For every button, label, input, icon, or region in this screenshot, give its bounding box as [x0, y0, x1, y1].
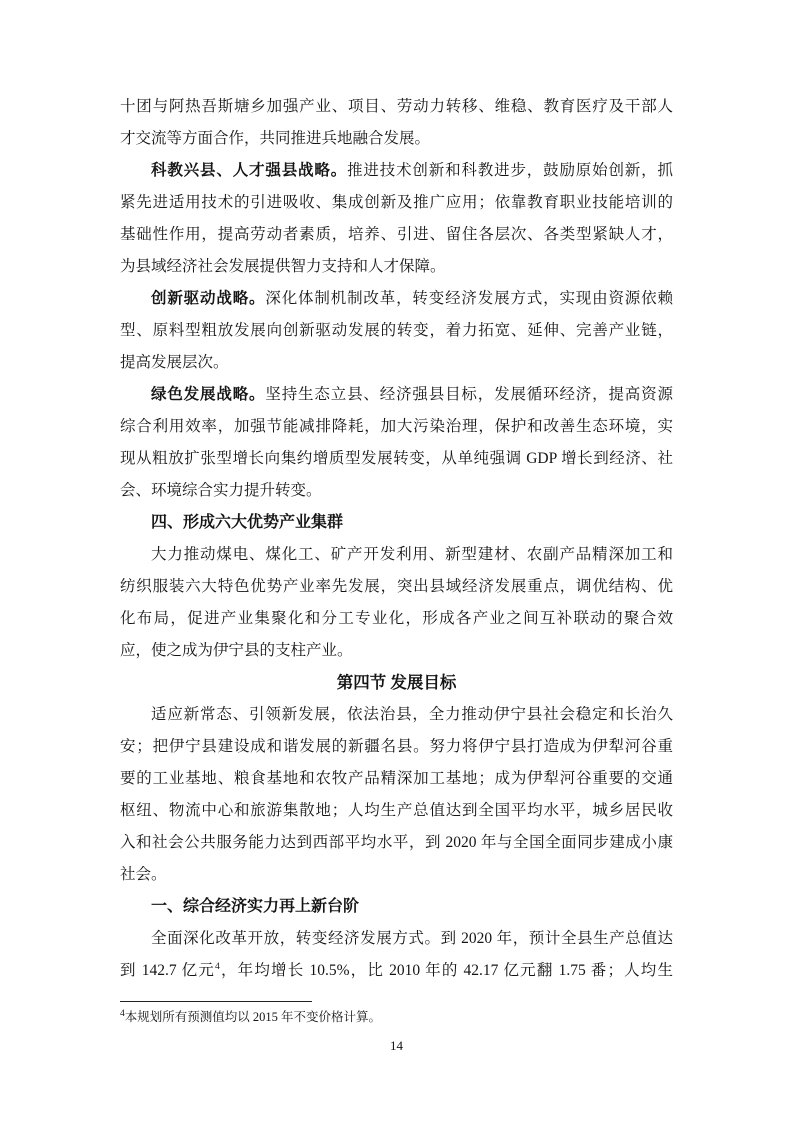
text-line: 十团与阿热吾斯塘乡加强产业、项目、劳动力转移、维稳、教育医疗及干部人	[120, 98, 673, 115]
text-line: 应，使之成为伊宁县的支柱产业。	[120, 642, 353, 659]
text-line: 化布局，促进产业集聚化和分工专业化，形成各产业之间互补联动的聚合效	[120, 610, 673, 627]
text-line: 大力推动煤电、煤化工、矿产开发利用、新型建材、农副产品精深加工和	[151, 546, 673, 563]
text-line: 纺织服装六大特色优势产业率先发展，突出县域经济发展重点，调优结构、优	[120, 578, 673, 595]
text-line: 型、原料型粗放发展向创新驱动发展的转变，着力拓宽、延伸、完善产业链，	[120, 322, 673, 339]
page-number: 14	[390, 1038, 403, 1053]
text-line: 科教兴县、人才强县战略。推进技术创新和科教进步，鼓励原始创新，抓	[151, 162, 673, 179]
text-line: 现从粗放扩张型增长向集约增质型发展转变，从单纯强调 GDP 增长到经济、社	[120, 450, 673, 467]
text-line: 绿色发展战略。坚持生态立县、经济强县目标，发展循环经济，提高资源	[151, 386, 673, 403]
text-line: 紧先进适用技术的引进吸收、集成创新及推广应用；依靠教育职业技能培训的	[120, 194, 673, 211]
footnote-separator	[120, 1001, 312, 1002]
footnote	[120, 1007, 673, 1027]
text-line: 要的工业基地、粮食基地和农牧产品精深加工基地；成为伊犁河谷重要的交通	[120, 770, 673, 787]
text-line: 入和社会公共服务能力达到西部平均水平，到 2020 年与全国全面同步建成小康	[120, 834, 673, 851]
text-line: 社会。	[120, 866, 167, 883]
text-line: 基础性作用，提高劳动者素质，培养、引进、留住各层次、各类型紧缺人才，	[120, 226, 673, 243]
text-line: 到 142.7 亿元$^4$，年均增长 10.5%，比 2010 年的 42.17 亿元翻 1.75 番；人均生	[120, 961, 673, 979]
text-line: 全面深化改革开放，转变经济发展方式。到 2020 年，预计全县生产总值达	[151, 930, 673, 947]
text-line: 枢纽、物流中心和旅游集散地；人均生产总值达到全国平均水平，城乡居民收	[120, 802, 673, 819]
text-line: 创新驱动战略。深化体制机制改革，转变经济发展方式，实现由资源依赖	[151, 290, 673, 307]
document-body	[120, 91, 673, 987]
heading-comprehensive-economic-strength: 一、综合经济实力再上新台阶	[151, 898, 360, 915]
heading-section4-development-goals: 第四节 发展目标	[336, 673, 457, 692]
text-line: 综合利用效率，加强节能减排降耗，加大污染治理，保护和改善生态环境，实	[120, 418, 673, 435]
text-line: 为县域经济社会发展提供智力支持和人才保障。	[120, 258, 446, 275]
text-line: 会、环境综合实力提升转变。	[120, 482, 322, 499]
footnote-text: 本规划所有预测值均以 2015 年不变价格计算。	[124, 1010, 382, 1024]
text-line: 安；把伊宁县建设成和谐发展的新疆名县。努力将伊宁县打造成为伊犁河谷重	[120, 738, 673, 755]
text-line: 提高发展层次。	[120, 354, 229, 371]
text-line: 才交流等方面合作，共同推进兵地融合发展。	[120, 130, 431, 147]
text-line: 适应新常态、引领新发展，依法治县，全力推动伊宁县社会稳定和长治久	[151, 706, 673, 723]
heading-six-industry-clusters: 四、形成六大优势产业集群	[151, 514, 344, 531]
footnote-marker: 4	[120, 1008, 125, 1019]
